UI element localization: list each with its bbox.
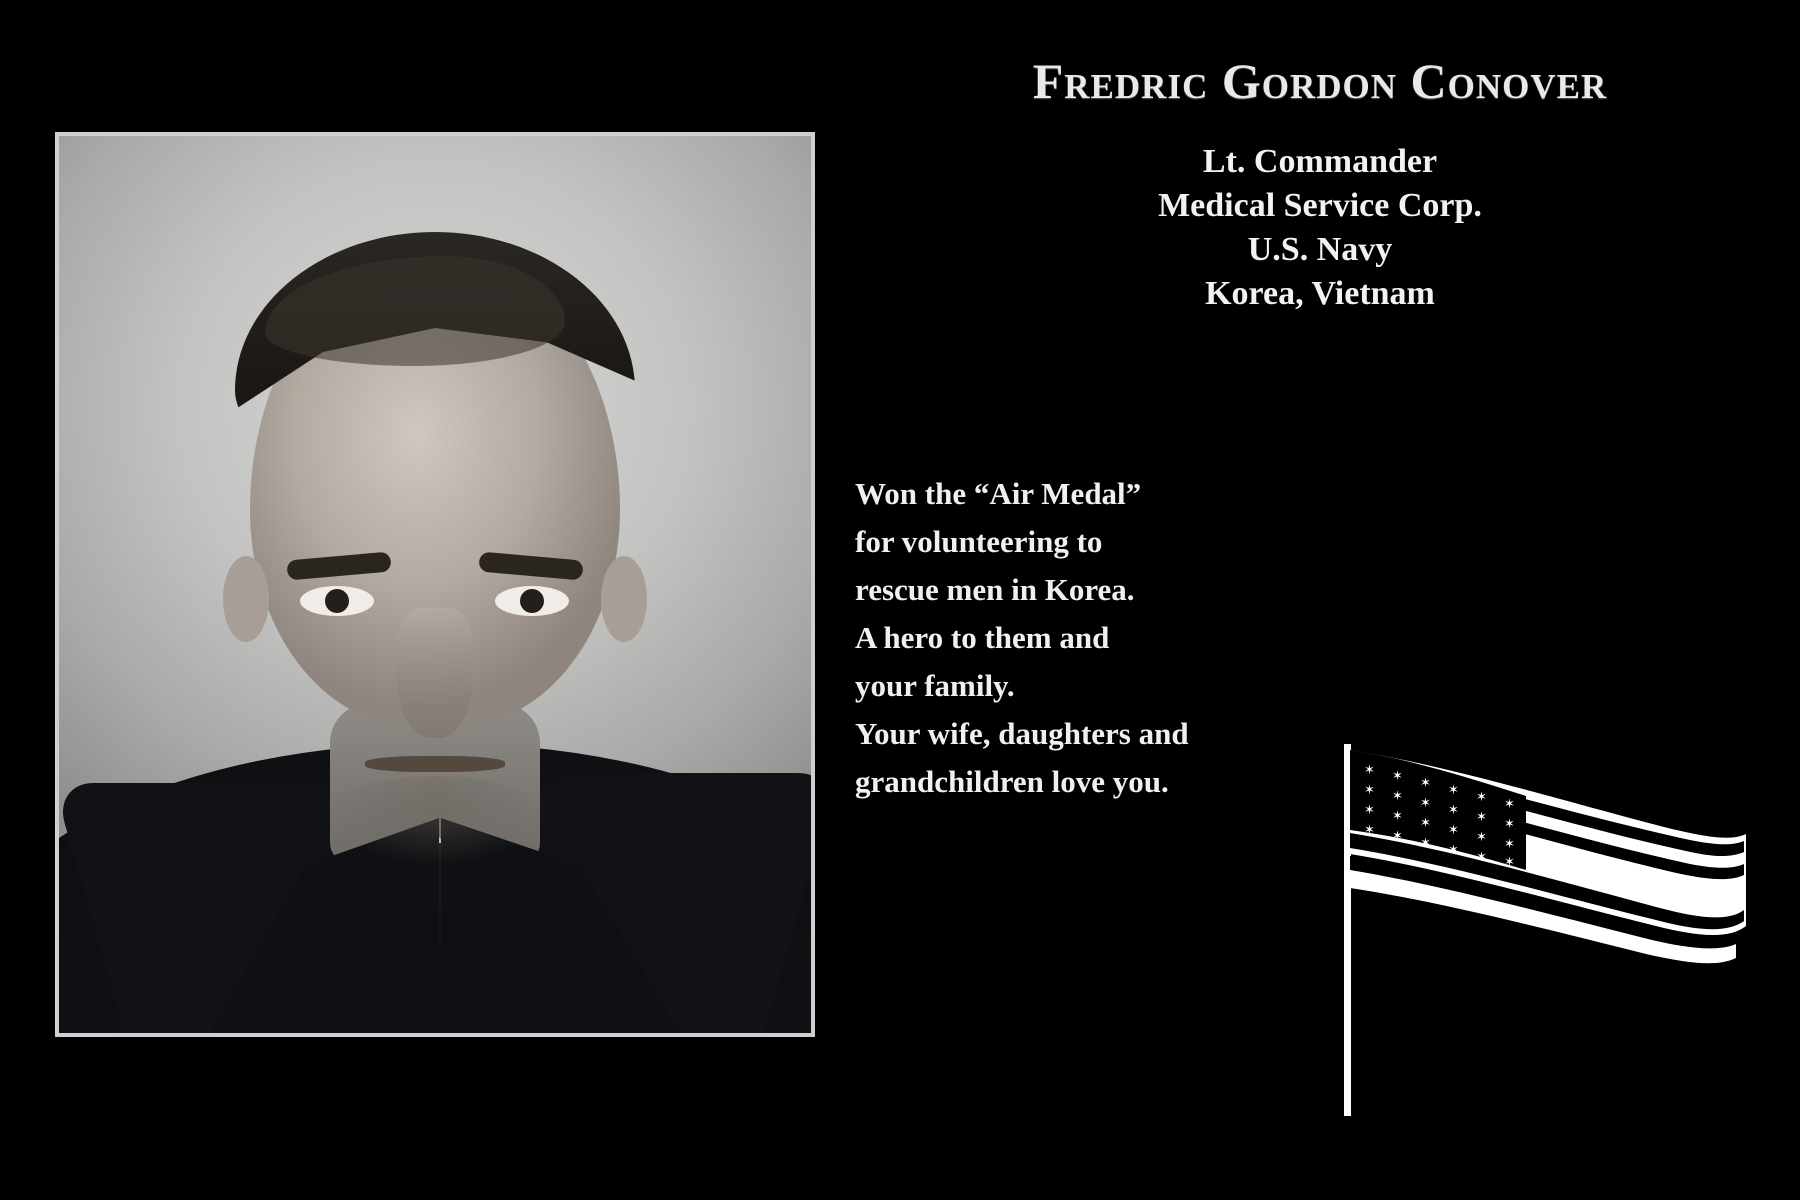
rank-line: Medical Service Corp. [1158,187,1482,224]
svg-text:✶: ✶ [1420,816,1431,831]
svg-text:✶: ✶ [1392,809,1403,824]
svg-text:✶: ✶ [1448,823,1459,838]
svg-text:✶: ✶ [1448,803,1459,818]
citation-line: rescue men in Korea. [855,572,1135,607]
chin-shadow [320,776,550,866]
rank-line: Lt. Commander [1202,143,1438,180]
svg-text:✶: ✶ [1476,790,1487,805]
eye-right [495,586,569,616]
svg-text:✶: ✶ [1476,810,1487,825]
svg-text:✶: ✶ [1476,830,1487,845]
svg-text:✶: ✶ [1420,796,1431,811]
svg-text:✶: ✶ [1476,850,1487,865]
svg-text:✶: ✶ [1504,855,1515,870]
portrait-frame [55,132,815,1037]
mouth [365,756,505,772]
svg-text:✶: ✶ [1392,829,1403,844]
rank-line: Korea, Vietnam [1205,275,1435,312]
eye-left [300,586,374,616]
rank-block [900,140,1740,316]
svg-text:✶: ✶ [1364,763,1375,778]
svg-text:✶: ✶ [1504,837,1515,852]
pupil-left [325,589,349,613]
portrait-photo [59,136,811,1033]
citation-line: A hero to them and [855,620,1110,655]
citation-line: grandchildren love you. [855,764,1169,799]
svg-text:✶: ✶ [1364,803,1375,818]
svg-text:✶: ✶ [1504,817,1515,832]
svg-text:✶: ✶ [1392,789,1403,804]
nose [397,608,473,738]
eyebrow-right [478,552,583,581]
svg-text:✶: ✶ [1364,783,1375,798]
ear-right [601,556,647,642]
citation-line: Your wife, daughters and [855,716,1189,751]
us-flag-graphic [1330,730,1760,1130]
citation-line: Won the “Air Medal” [855,476,1142,511]
page-title: Fredric Gordon Conover [1032,53,1608,109]
svg-text:✶: ✶ [1420,776,1431,791]
rank-line: U.S. Navy [1247,231,1393,268]
svg-text:✶: ✶ [1392,769,1403,784]
pupil-right [520,589,544,613]
svg-text:✶: ✶ [1364,823,1375,838]
svg-text:✶: ✶ [1420,836,1431,851]
svg-text:✶: ✶ [1448,783,1459,798]
svg-text:✶: ✶ [1448,843,1459,858]
eyebrow-left [286,552,391,581]
ear-left [223,556,269,642]
citation-line: for volunteering to [855,524,1103,559]
svg-text:✶: ✶ [1504,797,1515,812]
citation-line: your family. [855,668,1015,703]
